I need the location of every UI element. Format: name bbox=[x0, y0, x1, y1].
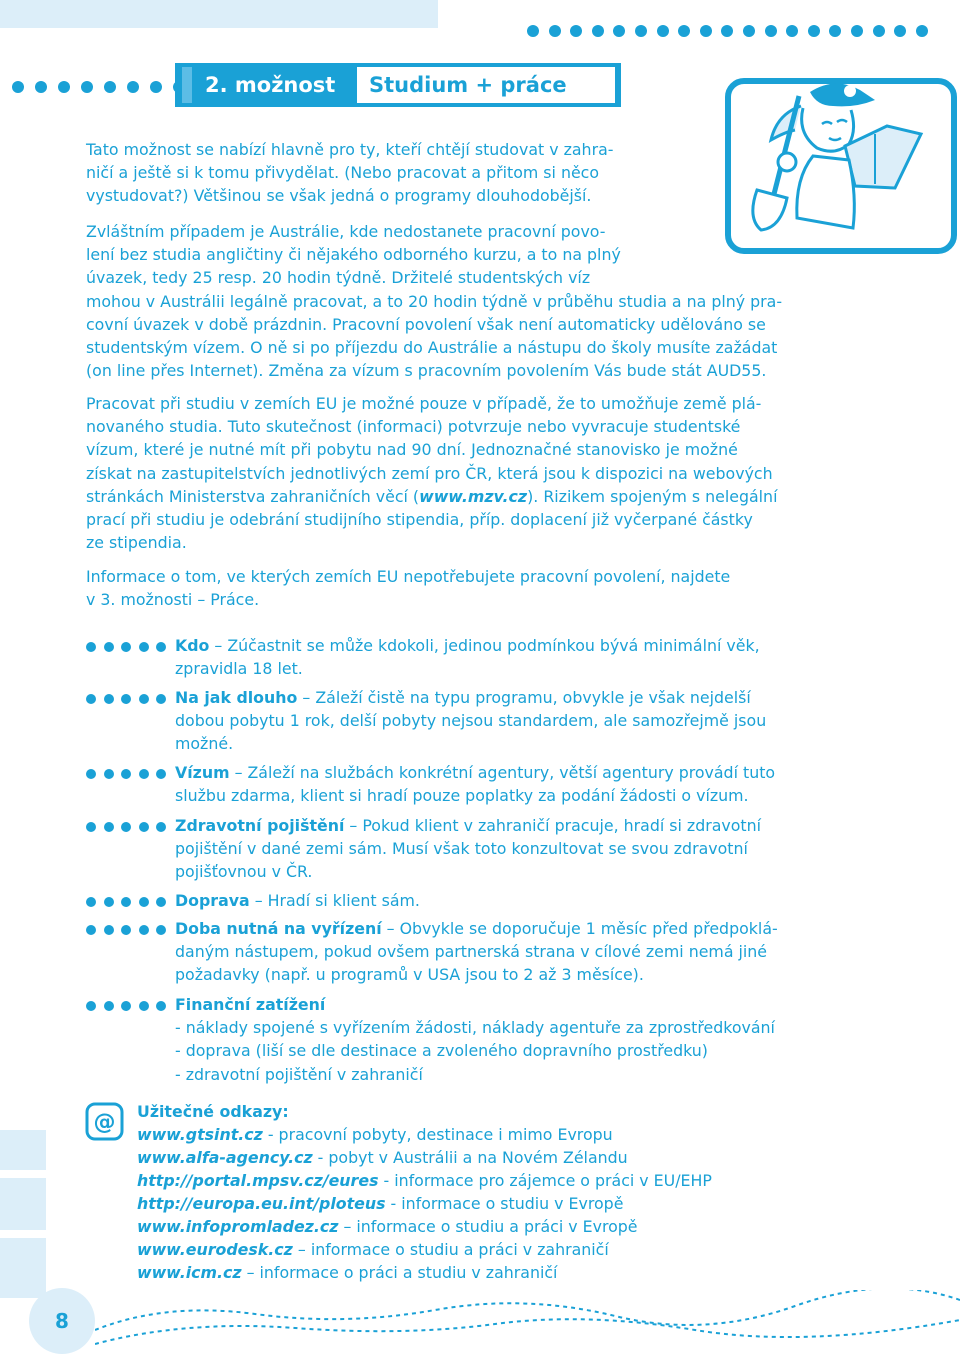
link-desc: – informace o studiu a práci v zahraničí bbox=[292, 1240, 609, 1259]
text-line: vízum, které je nutné mít při pobytu nad 90 dní. Jednoznačné stanovisko je možné bbox=[86, 440, 738, 460]
text-line: novaného studia. Tuto skutečnost (informaci) potvrzuje nebo vyvracuje studentské bbox=[86, 417, 741, 437]
item-desc: – Zúčastnit se může kdokoli, jedinou podmínkou bývá minimální věk, bbox=[209, 636, 760, 655]
text-line: - zdravotní pojištění v zahraničí bbox=[175, 1064, 423, 1084]
link-url[interactable]: http://portal.mpsv.cz/eures bbox=[137, 1171, 379, 1190]
text-line: pojišťovnou v ČR. bbox=[175, 862, 313, 882]
item-term: Na jak dlouho bbox=[175, 688, 298, 707]
text-line: studentským vízem. O ně si po příjezdu do Austrálie a nástupu do školy musíte zažádat bbox=[86, 338, 778, 358]
list-item-text bbox=[175, 889, 895, 912]
link-desc: - informace pro zájemce o práci v EU/EHP bbox=[378, 1171, 712, 1190]
text-line: (on line přes Internet). Změna za vízum s pracovním povolením Vás bude stát AUD55. bbox=[86, 361, 767, 381]
at-sign-icon bbox=[85, 1102, 124, 1141]
link-desc: - pracovní pobyty, destinace i mimo Evropu bbox=[262, 1125, 613, 1144]
item-desc: – Hradí si klient sám. bbox=[249, 891, 420, 910]
text-line: - doprava (liší se dle destinace a zvoleného dopravního prostředku) bbox=[175, 1041, 708, 1061]
link-row bbox=[137, 1215, 712, 1238]
link-url[interactable]: http://europa.eu.int/ploteus bbox=[137, 1194, 386, 1213]
link-row bbox=[137, 1123, 712, 1146]
list-item-text bbox=[175, 686, 895, 756]
item-desc: – Záleží na službách konkrétní agentury, větší agentury provádí tuto bbox=[229, 763, 776, 782]
link-desc: – informace o studiu a práci v Evropě bbox=[338, 1217, 638, 1236]
item-term: Doprava bbox=[175, 891, 250, 910]
link-desc: – informace o práci a studiu v zahraničí bbox=[241, 1263, 558, 1282]
section-title-box bbox=[357, 67, 615, 103]
header-stripe bbox=[182, 67, 192, 103]
item-desc: – Pokud klient v zahraničí pracuje, hradí si zdravotní bbox=[344, 816, 762, 835]
text-line: prací při studiu je odebrání studijního stipendia, příp. doplacení již vyčerpané částky bbox=[86, 510, 753, 530]
link-row bbox=[137, 1146, 712, 1169]
svg-text:@: @ bbox=[93, 1110, 116, 1135]
text-line: dobou pobytu 1 rok, delší pobyty nejsou standardem, ale samozřejmě jsou bbox=[175, 711, 767, 731]
text-line: Tato možnost se nabízí hlavně pro ty, kteří chtějí studovat v zahra- bbox=[86, 140, 614, 159]
item-desc: – Obvykle se doporučuje 1 měsíc před předpoklá- bbox=[381, 919, 778, 938]
page-number: 8 bbox=[55, 1309, 69, 1333]
list-item-text bbox=[175, 917, 895, 987]
text-line: covní úvazek v době prázdnin. Pracovní povolení však není automaticky udělováno se bbox=[86, 314, 766, 334]
useful-links bbox=[137, 1100, 712, 1284]
link-row bbox=[137, 1169, 712, 1192]
link-desc: - pobyt v Austrálii a na Novém Zélandu bbox=[312, 1148, 628, 1167]
mzv-link[interactable]: www.mzv.cz bbox=[419, 486, 528, 506]
text-line bbox=[86, 485, 898, 508]
text-line: úvazek, tedy 25 resp. 20 hodin týdně. Držitelé studentských víz bbox=[86, 268, 591, 288]
text-line: pojištění v dané zemi sám. Musí však toto konzultovat se svou zdravotní bbox=[175, 839, 748, 859]
text-line: - náklady spojené s vyřízením žádosti, náklady agentuře za zprostředkování bbox=[175, 1018, 775, 1038]
eu-paragraph bbox=[86, 392, 898, 554]
section-number: 2. možnost bbox=[205, 73, 336, 97]
list-item-text bbox=[175, 761, 895, 807]
text-fragment: ). Rizikem spojeným s nelegální bbox=[527, 486, 778, 506]
dot-bullet-icon bbox=[86, 694, 166, 704]
item-term: Doba nutná na vyřízení bbox=[175, 919, 382, 938]
top-decor-bar bbox=[0, 0, 438, 28]
item-term: Zdravotní pojištění bbox=[175, 816, 345, 835]
text-line: Zvláštním případem je Austrálie, kde nedostanete pracovní povo- bbox=[86, 222, 606, 241]
section-header bbox=[175, 63, 621, 107]
item-desc: – Záleží čistě na typu programu, obvykle je však nejdelší bbox=[297, 688, 751, 707]
australia-paragraph bbox=[86, 220, 898, 382]
item-term: Vízum bbox=[175, 763, 230, 782]
intro-paragraph bbox=[86, 138, 898, 208]
link-row bbox=[137, 1192, 712, 1215]
link-desc: - informace o studiu v Evropě bbox=[385, 1194, 624, 1213]
text-line: ze stipendia. bbox=[86, 533, 187, 553]
list-item-text bbox=[175, 993, 895, 1086]
text-line: mohou v Austrálii legálně pracovat, a to 20 hodin týdně v průběhu studia a na plný pra- bbox=[86, 291, 783, 311]
list-item-text bbox=[175, 634, 895, 680]
link-url[interactable]: www.alfa-agency.cz bbox=[137, 1148, 313, 1167]
text-line: získat na zastupitelstvích jednotlivých zemí pro ČR, která jsou k dispozici na webových bbox=[86, 463, 773, 483]
header-dot-row bbox=[12, 81, 185, 93]
text-line: lení bez studia angličtiny či nějakého odborného kurzu, a to na plný bbox=[86, 245, 621, 265]
section-title: Studium + práce bbox=[369, 73, 567, 97]
text-line: v 3. možnosti – Práce. bbox=[86, 590, 260, 610]
item-term: Kdo bbox=[175, 636, 210, 655]
item-term: Finanční zatížení bbox=[175, 995, 326, 1014]
link-url[interactable]: www.gtsint.cz bbox=[137, 1125, 263, 1144]
link-row bbox=[137, 1261, 712, 1284]
dot-bullet-icon bbox=[86, 925, 166, 935]
dot-bullet-icon bbox=[86, 769, 166, 779]
text-fragment: stránkách Ministerstva zahraničních věcí ( bbox=[86, 486, 420, 506]
link-url[interactable]: www.eurodesk.cz bbox=[137, 1240, 293, 1259]
link-row bbox=[137, 1238, 712, 1261]
text-line: Pracovat při studiu v zemích EU je možné pouze v případě, že to umožňuje země plá- bbox=[86, 394, 762, 413]
dot-bullet-icon bbox=[86, 642, 166, 652]
links-heading bbox=[137, 1100, 712, 1123]
link-url[interactable]: www.infopromladez.cz bbox=[137, 1217, 339, 1236]
dot-bullet-icon bbox=[86, 1001, 166, 1011]
text-line: zpravidla 18 let. bbox=[175, 659, 303, 679]
info-paragraph bbox=[86, 565, 898, 611]
top-dot-row bbox=[527, 25, 928, 37]
link-url[interactable]: www.icm.cz bbox=[137, 1263, 242, 1282]
text-line: vystudovat?) Většinou se však jedná o programy dlouhodobější. bbox=[86, 186, 592, 206]
text-line: daným nástupem, pokud ovšem partnerská strana v cílové zemi nemá jiné bbox=[175, 942, 768, 962]
text-line: ničí a ještě si k tomu přivydělat. (Nebo pracovat a přitom si něco bbox=[86, 163, 600, 183]
text-line: požadavky (např. u programů v USA jsou to 2 až 3 měsíce). bbox=[175, 965, 644, 985]
text-line: službu zdarma, klient si hradí pouze poplatky za podání žádosti o vízum. bbox=[175, 786, 749, 806]
dot-bullet-icon bbox=[86, 822, 166, 832]
dot-bullet-icon bbox=[86, 897, 166, 907]
list-item-text bbox=[175, 814, 895, 884]
text-line: možné. bbox=[175, 734, 234, 754]
bottom-wave-decor bbox=[95, 1290, 960, 1362]
text-line: Informace o tom, ve kterých zemích EU nepotřebujete pracovní povolení, najdete bbox=[86, 567, 731, 586]
links-heading-text: Užitečné odkazy: bbox=[137, 1102, 289, 1121]
